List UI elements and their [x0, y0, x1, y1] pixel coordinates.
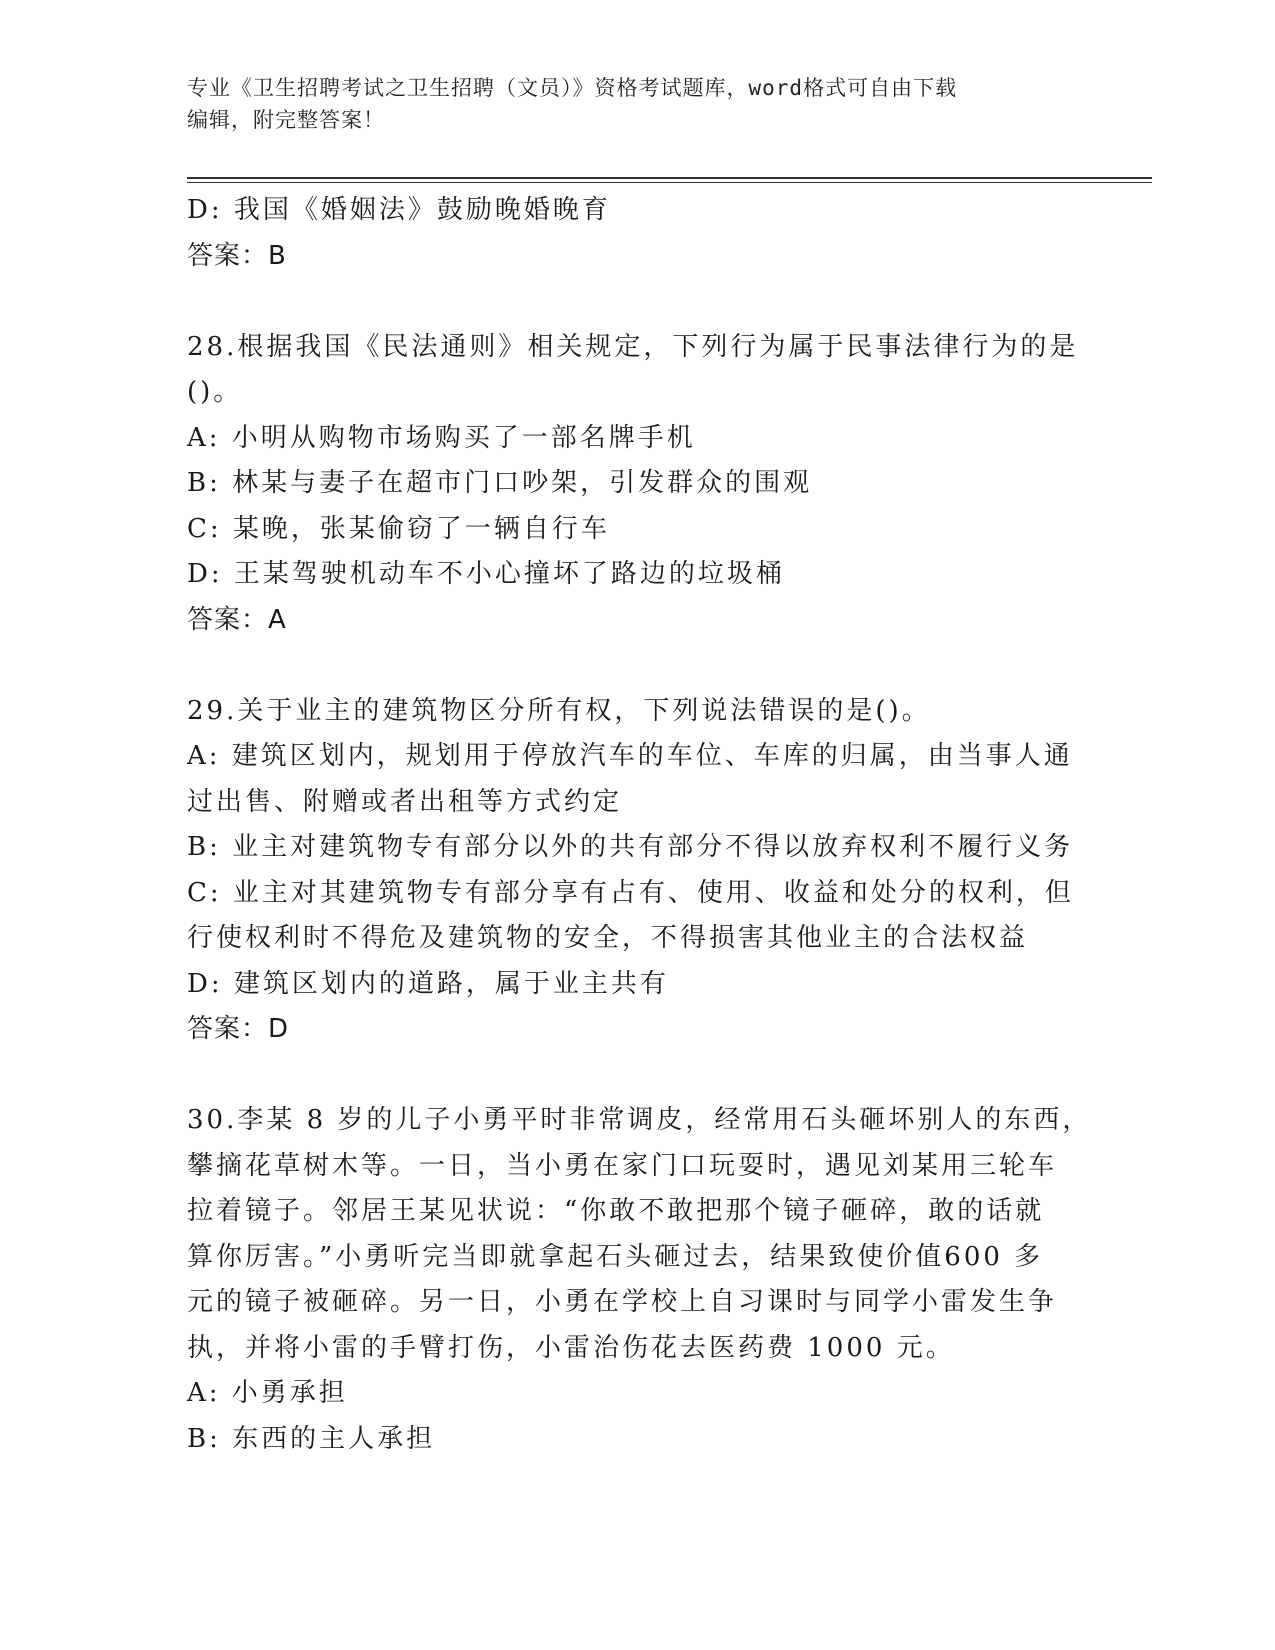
option-c: C: 业主对其建筑物专有部分享有占有、使用、收益和处分的权利，但	[187, 877, 1074, 908]
question-stem: 28.根据我国《民法通则》相关规定，下列行为属于民事法律行为的是	[187, 331, 1079, 362]
option-b: B: 东西的主人承担	[187, 1423, 436, 1454]
spacer	[187, 1053, 1087, 1099]
question-stem: 元的镜子被砸碎。另一日，小勇在学校上自习课时与同学小雷发生争	[187, 1287, 1058, 1317]
spacer	[187, 643, 1087, 689]
question-stem: 拉着镜子。邻居王某见状说：“你敢不敢把那个镜子砸碎，敢的话就	[187, 1196, 1045, 1226]
header-line-1: 专业《卫生招聘考试之卫生招聘（文员）》资格考试题库，word格式可自由下载	[187, 76, 958, 100]
question-27	[187, 188, 1087, 279]
question-content	[187, 188, 1092, 1462]
question-stem: 29.关于业主的建筑物区分所有权，下列说法错误的是()。	[187, 695, 931, 726]
header-line-2: 编辑，附完整答案！	[187, 108, 385, 132]
option-c: C: 某晚，张某偷窃了一辆自行车	[187, 513, 610, 544]
question-stem: 攀摘花草树木等。一日，当小勇在家门口玩耍时，遇见刘某用三轮车	[187, 1150, 1058, 1181]
option-b: B: 业主对建筑物专有部分以外的共有部分不得以放弃权利不履行义务	[187, 832, 1074, 862]
option-c-continued: 行使权利时不得危及建筑物的安全，不得损害其他业主的合法权益	[187, 923, 1029, 953]
page-header	[187, 72, 1067, 136]
question-28	[187, 325, 1087, 644]
spacer	[187, 279, 1087, 325]
option-a: A: 建筑区划内，规划用于停放汽车的车位、车库的归属，由当事人通	[187, 741, 1073, 771]
option-d: D: 我国《婚姻法》鼓励晚婚晚育	[187, 195, 611, 225]
question-29	[187, 689, 1087, 1053]
question-stem: ()。	[187, 377, 243, 407]
question-stem: 执，并将小雷的手臂打伤，小雷治伤花去医药费 1000 元。	[187, 1332, 955, 1363]
option-a: A: 小明从购物市场购买了一部名牌手机	[187, 422, 696, 453]
question-stem: 算你厉害。”小勇听完当即就拿起石头砸过去，结果致使价值600 多	[187, 1241, 1044, 1272]
option-d: D: 建筑区划内的道路，属于业主共有	[187, 968, 669, 999]
option-d: D: 王某驾驶机动车不小心撞坏了路边的垃圾桶	[187, 559, 785, 589]
answer: 答案：B	[187, 240, 287, 271]
header-rule-thin	[187, 182, 1152, 183]
option-b: B: 林某与妻子在超市门口吵架，引发群众的围观	[187, 468, 813, 498]
header-rule-thick	[187, 177, 1152, 179]
option-a: A: 小勇承担	[187, 1378, 348, 1408]
question-30	[187, 1098, 1092, 1462]
question-stem: 30.李某 8 岁的儿子小勇平时非常调皮，经常用石头砸坏别人的东西，	[187, 1105, 1092, 1135]
answer: 答案：A	[187, 604, 287, 635]
answer: 答案：D	[187, 1014, 290, 1044]
option-a-continued: 过出售、附赠或者出租等方式约定	[187, 786, 623, 817]
